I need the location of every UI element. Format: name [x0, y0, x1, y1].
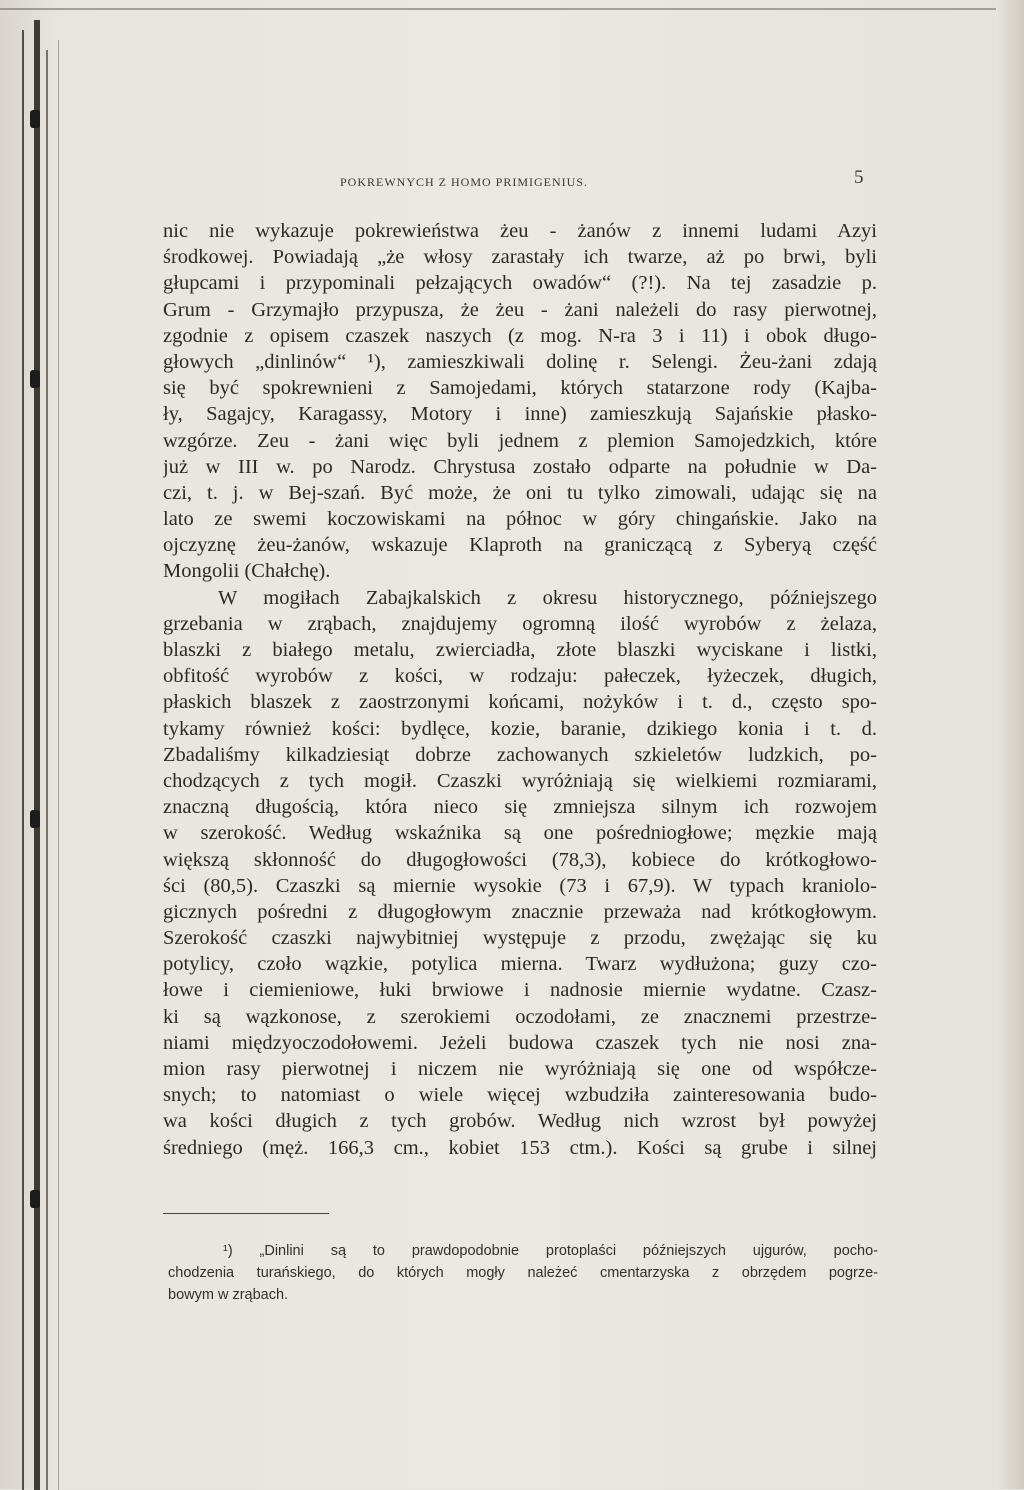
- text-line: blaszki z białego metalu, zwierciadła, złote blaszki wyciskane i listki,: [163, 639, 877, 661]
- footnote: [168, 1240, 878, 1306]
- page-right-edge: [996, 0, 1024, 1489]
- binding-mark: [30, 1190, 40, 1208]
- binding-mark: [30, 810, 40, 828]
- text-line: łowe i ciemieniowe, łuki brwiowe i nadnosie miernie wydatne. Czasz-: [163, 979, 877, 1002]
- text-line: tykamy również kości: bydlęce, kozie, baranie, dzikiego konia i t. d.: [163, 717, 877, 740]
- text-line: Mongolii (Chałchę).: [163, 560, 331, 583]
- text-line: niami międzyoczodołowemi. Jeżeli budowa czaszek tych nie nosi zna-: [163, 1031, 877, 1054]
- text-line: gicznych pośredni z długogłowym znacznie przeważa nad krótkogłowym.: [163, 900, 877, 923]
- text-line: czi, t. j. w Bej-szań. Być może, że oni tu tylko zimowali, udając się na: [163, 481, 877, 504]
- text-line: większą skłonność do długogłowości (78,3), kobiece do krótkogłowo-: [163, 848, 877, 871]
- footnote-line: chodzenia turańskiego, do których mogły należeć cmentarzyska z obrzędem pogrze-: [168, 1265, 878, 1281]
- book-binding: [0, 10, 62, 1489]
- text-line: średniego (męż. 166,3 cm., kobiet 153 ctm.). Kości są grube i silnej: [163, 1136, 877, 1159]
- page-number: 5: [854, 167, 864, 188]
- text-line: potylicy, czoło wązkie, potylica mierna. Twarz wydłużona; guzy czo-: [163, 953, 877, 976]
- binding-mark: [30, 110, 40, 128]
- text-line: głupcami i przypominali pełzających owadów“ (?!). Na tej zasadzie p.: [163, 272, 877, 295]
- text-line: Szerokość czaszki najwybitniej występuje z przodu, zwężając się ku: [163, 927, 877, 950]
- body-text: [163, 218, 877, 1161]
- text-line: ły, Sagajcy, Karagassy, Motory i inne) zamieszkują Sajańskie płasko-: [163, 403, 877, 426]
- text-line: płaskich blaszek z zaostrzonymi końcami, nożyków i t. d., często spo-: [163, 691, 877, 714]
- footnote-line: ¹) „Dinlini są to prawdopodobnie protoplaści późniejszych ujgurów, pocho-: [223, 1243, 878, 1259]
- text-line: obfitość wyrobów z kości, w rodzaju: pałeczek, łyżeczek, długich,: [163, 665, 877, 688]
- text-line: wzgórze. Zeu - żani więc byli jednem z plemion Samojedzkich, które: [163, 429, 877, 452]
- text-line: zgodnie z opisem czaszek naszych (z mog. N-ra 3 i 11) i obok długo-: [163, 324, 877, 347]
- running-head: POKREWNYCH Z HOMO PRIMIGENIUS.: [340, 175, 589, 189]
- footnote-rule: [163, 1213, 329, 1214]
- text-line: znaczną długością, która nieco się zmniejsza silnym ich rozwojem: [163, 796, 877, 819]
- text-line: lato ze swemi koczowiskami na północ w góry chingańskie. Jako na: [163, 508, 877, 531]
- text-line: środkowej. Powiadają „że włosy zarastały ich twarze, aż po brwi, byli: [163, 246, 877, 269]
- text-line: już w III w. po Narodz. Chrystusa zostało odparte na południe w Da-: [163, 455, 877, 478]
- text-line: mion rasy pierwotnej i niczem nie wyróżniają się one od współcze-: [163, 1058, 877, 1080]
- text-line: nic nie wykazuje pokrewieństwa żeu - żanów z innemi ludami Azyi: [163, 220, 877, 242]
- text-line: się być spokrewnieni z Samojedami, których statarzone rody (Kajba-: [163, 377, 877, 400]
- text-line: Grum - Grzymajło przypusza, że żeu - żani należeli do rasy pierwotnej,: [163, 298, 877, 321]
- text-line: chodzących z tych mogił. Czaszki wyróżniają się wielkiemi rozmiarami,: [163, 769, 877, 792]
- text-line: W mogiłach Zabajkalskich z okresu historycznego, późniejszego: [218, 586, 877, 609]
- text-line: Zbadaliśmy kilkadziesiąt dobrze zachowanych szkieletów ludzkich, po-: [163, 743, 877, 766]
- text-line: ojczyznę żeu-żanów, wskazuje Klaproth na graniczącą z Syberyą część: [163, 534, 877, 557]
- binding-mark: [30, 370, 40, 388]
- text-line: wa kości długich z tych grobów. Według nich wzrost był powyżej: [163, 1110, 877, 1133]
- page-top-edge: [0, 8, 1000, 10]
- text-line: ści (80,5). Czaszki są miernie wysokie (73 i 67,9). W typach kraniolo-: [163, 874, 877, 897]
- text-line: głowych „dinlinów“ ¹), zamieszkiwali dolinę r. Selengi. Żeu-żani zdają: [163, 350, 877, 373]
- footnote-line: bowym w zrąbach.: [168, 1287, 289, 1303]
- text-line: grzebania w zrąbach, znajdujemy ogromną ilość wyrobów z żelaza,: [163, 612, 877, 635]
- text-line: ki są wązkonose, z szerokiemi oczodołami, ze znacznemi przestrze-: [163, 1005, 877, 1028]
- text-line: snych; to natomiast o wiele więcej wzbudziła zainteresowania budo-: [163, 1084, 877, 1107]
- text-line: w szerokość. Według wskaźnika są one pośredniogłowe; męzkie mają: [163, 822, 877, 845]
